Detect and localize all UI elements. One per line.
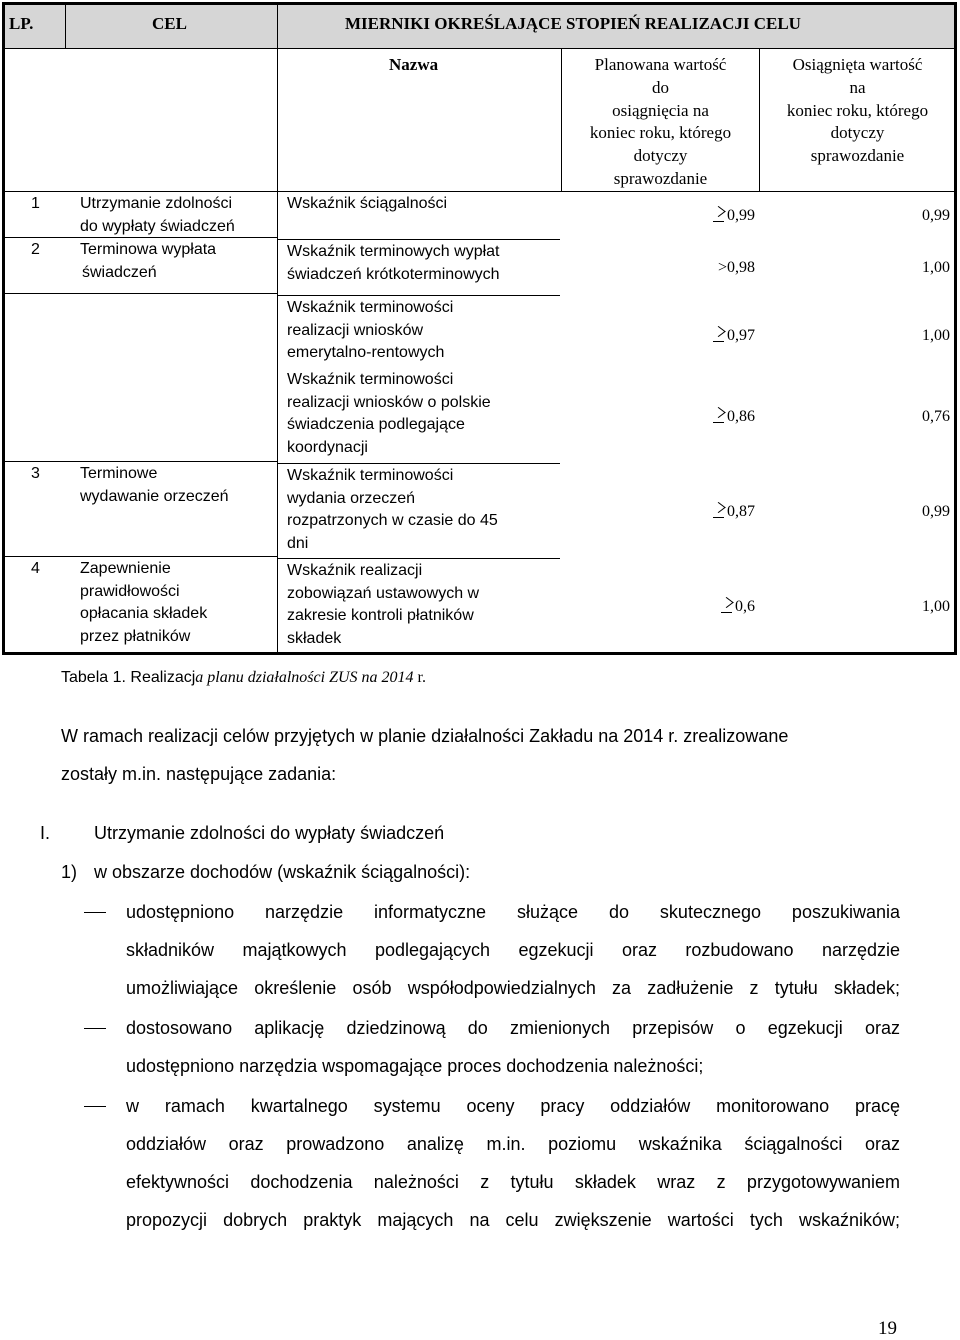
indicator-3-achieved: 1,00 <box>922 327 950 344</box>
indicator-1-name: Wskaźnik ściągalności <box>287 195 448 212</box>
indicator-2-planned: >0,98 <box>717 259 755 276</box>
goal-2-name: Terminowa wypłata świadczeń <box>80 241 217 281</box>
header-cel: CEL <box>152 14 187 33</box>
bullet-3: w ramach kwartalnego systemu oceny pracy oddziałów monitorowano pracę oddziałów oraz prowadzono analizę m.in. poziomu wskaźnika ściągalności oraz efektywności dochodzenia należności z tytułu składek wraz z przygotowywaniem propozycji dobrych praktyk mających na celu zwiększenie wartości tych wskaźników; <box>126 1096 900 1230</box>
greater-equal-icon <box>713 407 725 423</box>
intro-paragraph: W ramach realizacji celów przyjętych w planie działalności Zakładu na 2014 r. zrealizowane zostały m.in. następujące zadania: <box>61 726 789 784</box>
section-title: Utrzymanie zdolności do wypłaty świadczeń <box>94 823 445 843</box>
bullet-dash <box>84 1028 106 1029</box>
table-caption: Tabela 1. Realizacja planu działalności ZUS na 2014 r. <box>61 669 426 686</box>
greater-equal-icon <box>713 502 725 518</box>
subsection-number: 1) <box>61 862 78 882</box>
goal-4-name: Zapewnienie prawidłowości opłacania składek przez płatników <box>80 560 208 645</box>
indicator-6-planned: 0,6 <box>695 596 755 618</box>
header-achieved: Osiągnięta wartość na koniec roku, którego dotyczy sprawozdanie <box>786 55 929 166</box>
bullet-2: dostosowano aplikację dziedzinową do zmienionych przepisów o egzekucji oraz udostępniono narzędzia wspomagające proces dochodzenia należności; <box>126 1018 900 1076</box>
goal-3-number: 3 <box>31 465 40 482</box>
indicator-3-planned: 0,97 <box>695 325 755 347</box>
greater-equal-icon <box>721 597 733 613</box>
goal-3-name: Terminowe wydawanie orzeczeń <box>80 465 229 505</box>
page-number: 19 <box>878 1318 897 1339</box>
header-mierniki: MIERNIKI OKREŚLAJĄCE STOPIEŃ REALIZACJI CELU <box>345 14 801 33</box>
subsection-title: w obszarze dochodów (wskaźnik ściągalności): <box>94 862 471 882</box>
indicator-5-planned: 0,87 <box>695 501 755 523</box>
measures-table <box>2 2 957 655</box>
goal-1-name: Utrzymanie zdolności do wypłaty świadczeń <box>80 195 235 235</box>
goal-4-number: 4 <box>31 560 40 577</box>
indicator-3-name: Wskaźnik terminowości realizacji wniosków emerytalno-rentowych <box>287 299 454 361</box>
greater-equal-icon <box>713 206 725 222</box>
section-roman: I. <box>40 823 51 843</box>
header-nazwa: Nazwa <box>389 55 439 74</box>
greater-equal-icon <box>713 326 725 342</box>
indicator-4-name: Wskaźnik terminowości realizacji wniosków o polskie świadczenia podlegające koordynacji <box>287 371 491 456</box>
bullet-dash <box>84 912 106 913</box>
indicator-1-planned: 0,99 <box>695 205 755 227</box>
bullet-1: udostępniono narzędzie informatyczne służące do skutecznego poszukiwania składników majątkowych podlegających egzekucji oraz rozbudowano narzędzie umożliwiające określenie osób współodpowiedzialnych za zadłużenie z tytułu składek; <box>126 902 900 998</box>
indicator-4-achieved: 0,76 <box>922 408 950 425</box>
indicator-6-achieved: 1,00 <box>922 598 950 615</box>
indicator-5-achieved: 0,99 <box>922 503 950 520</box>
bullet-dash <box>84 1106 106 1107</box>
indicator-2-achieved: 1,00 <box>922 259 950 276</box>
goal-2-number: 2 <box>31 241 40 258</box>
header-planned: Planowana wartość do osiągnięcia na koniec roku, którego dotyczy sprawozdanie <box>589 55 732 188</box>
indicator-2-name: Wskaźnik terminowych wypłat świadczeń krótkoterminowych <box>287 243 500 283</box>
goal-1-number: 1 <box>31 195 40 212</box>
indicator-1-achieved: 0,99 <box>922 207 950 224</box>
indicator-4-planned: 0,86 <box>695 406 755 428</box>
indicator-6-name: Wskaźnik realizacji zobowiązań ustawowych w zakresie kontroli płatników składek <box>287 562 480 647</box>
indicator-5-name: Wskaźnik terminowości wydania orzeczeń rozpatrzonych w czasie do 45 dni <box>287 467 498 552</box>
header-lp: LP. <box>9 14 34 33</box>
